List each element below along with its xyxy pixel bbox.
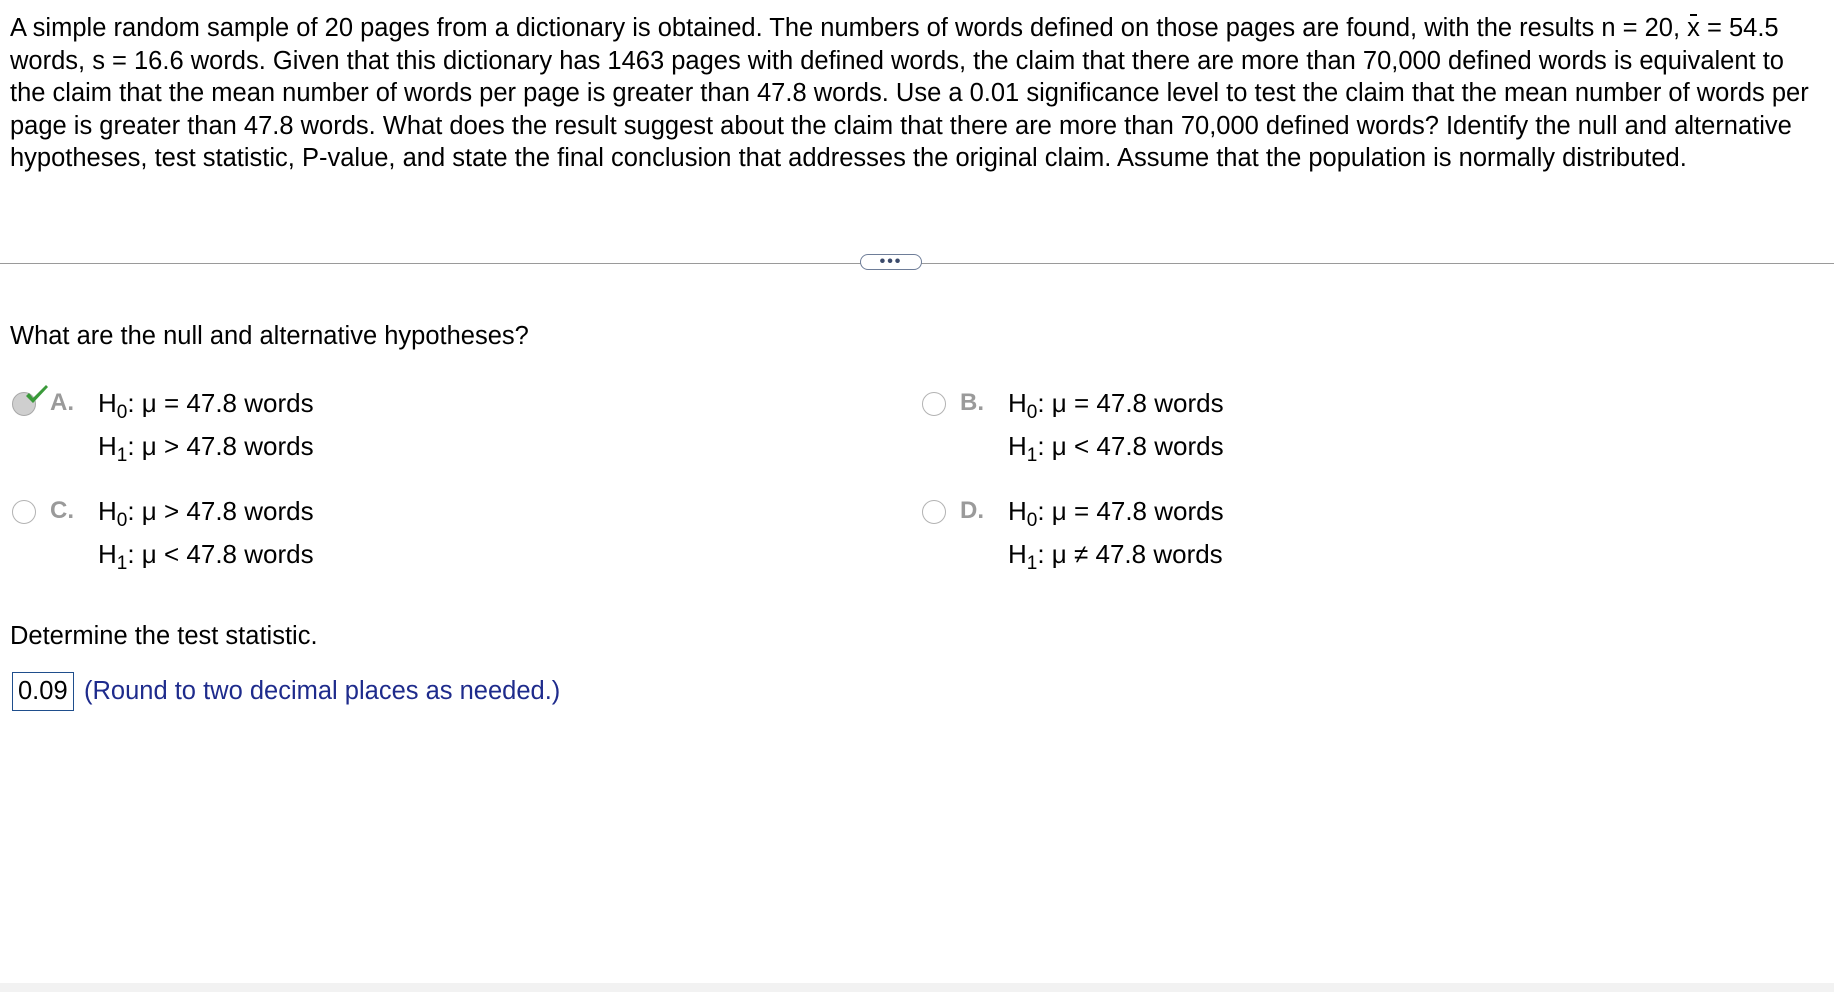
question-hypotheses: What are the null and alternative hypotheses? (10, 322, 529, 350)
option-c-letter: C. (50, 497, 74, 524)
option-a-letter: A. (50, 389, 74, 416)
option-a-null-hypothesis: $H_0$: μ = 47.8 words (98, 388, 314, 423)
option-d-null-hypothesis: $H_0$: μ = 47.8 words (1008, 496, 1224, 531)
option-b-letter: B. (960, 389, 984, 416)
problem-text-part2: = 54.5 words, s = 16.6 words. Given that this dictionary has 1463 pages with defined words, the claim that there are more than 70,000 defined words is equivalent to the claim that the mean number of words per page is greater than 47.8 words. Use a 0.01 significance level to test the claim that the mean number of words per page is greater than 47.8 words. What does the result suggest about the claim that there are more than 70,000 defined words? Identify the null and alternative hypotheses, test statistic, P-value, and state the final conclusion that addresses the original claim. Assume that the population is normally distributed. (10, 14, 1809, 172)
option-b-alt-hypothesis: $H_1$: μ < 47.8 words (1008, 431, 1224, 466)
option-b-radio[interactable] (922, 392, 946, 416)
option-b-null-hypothesis: $H_0$: μ = 47.8 words (1008, 388, 1224, 423)
problem-statement (10, 12, 1825, 175)
rounding-hint: (Round to two decimal places as needed.) (84, 677, 561, 705)
checkmark-icon (24, 384, 50, 406)
problem-text-part1: A simple random sample of 20 pages from a dictionary is obtained. The numbers of words defined on those pages are found, with the results n = 20, (10, 14, 1681, 42)
option-c-null-hypothesis: $H_0$: μ > 47.8 words (98, 496, 314, 531)
option-d-letter: D. (960, 497, 984, 524)
test-statistic-answer-input[interactable]: 0.09 (12, 672, 74, 711)
footer-strip (0, 983, 1834, 992)
option-c-alt-hypothesis: $H_1$: μ < 47.8 words (98, 539, 314, 574)
option-c-radio[interactable] (12, 500, 36, 524)
x-bar-symbol: x (1687, 12, 1700, 45)
option-d-alt-hypothesis: $H_1$: μ ≠ 47.8 words (1008, 539, 1223, 574)
expand-more-button[interactable]: ••• (860, 254, 922, 270)
option-d-radio[interactable] (922, 500, 946, 524)
question-test-statistic: Determine the test statistic. (10, 622, 318, 650)
option-a-alt-hypothesis: $H_1$: μ > 47.8 words (98, 431, 314, 466)
